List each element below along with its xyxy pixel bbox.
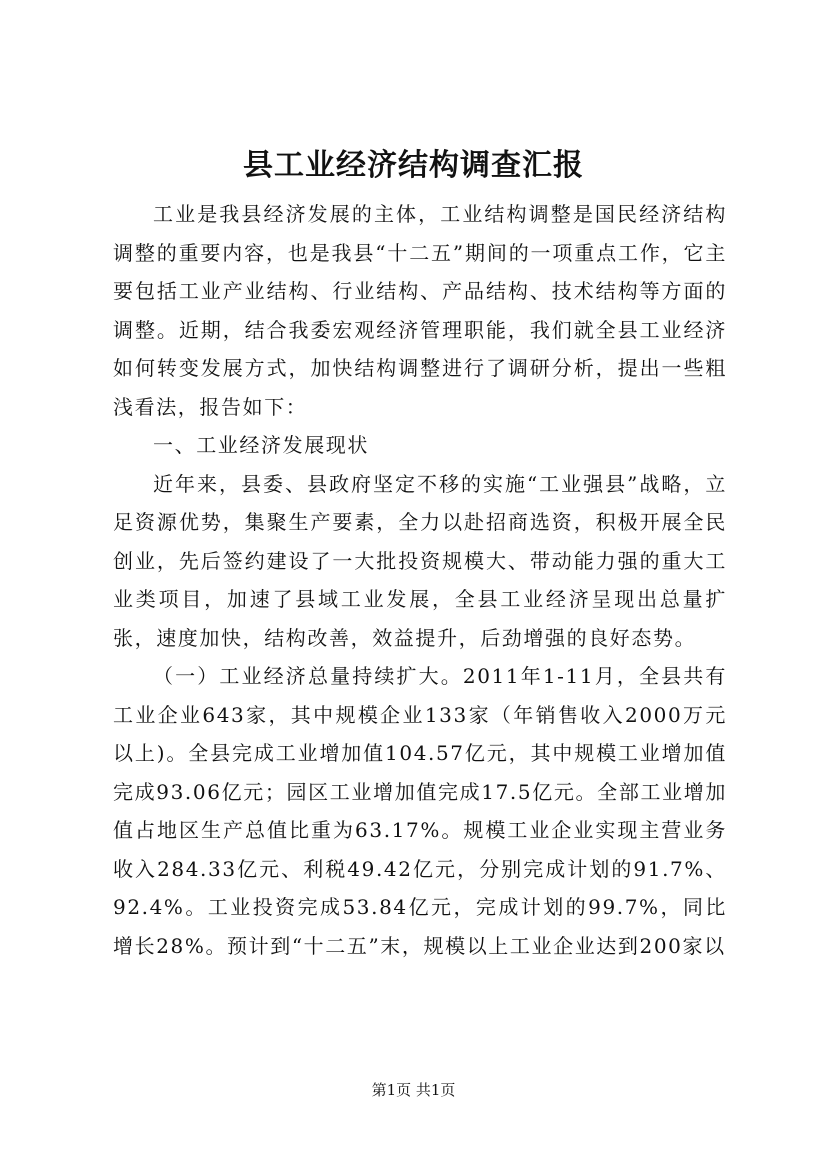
page-number-footer: 第1页 共1页 bbox=[371, 1081, 456, 1099]
paragraph-economic-scale: （一）工业经济总量持续扩大。2011年1-11月，全县共有工业企业643家，其中规模企业133家（年销售收入2000万元以上)。全县完成工业增加值104.57亿元，其中规模工业增加值完成93.06亿元；园区工业增加值完成17.5亿元。全部工业增加值占地区生产总值比重为63.17%。规模工业企业实现主营业务收入284.33亿元、利税49.42亿元，分别完成计划的91.7%、92.4%。工业投资完成53.84亿元，完成计划的99.7%，同比增长28%。预计到“十二五”末，规模以上工业企业达到200家以 bbox=[113, 664, 727, 958]
document-body bbox=[113, 195, 727, 965]
section-heading-current-status: 一、工业经济发展现状 bbox=[153, 433, 369, 457]
document-title: 县工业经济结构调查汇报 bbox=[243, 148, 584, 183]
paragraph-intro: 工业是我县经济发展的主体，工业结构调整是国民经济结构调整的重要内容，也是我县“十二五”期间的一项重点工作，它主要包括工业产业结构、行业结构、产品结构、技术结构等方面的调整。近期，结合我委宏观经济管理职能，我们就全县工业经济如何转变发展方式，加快结构调整进行了调研分析，提出一些粗浅看法，报告如下： bbox=[113, 202, 727, 419]
paragraph-recent-years: 近年来，县委、县政府坚定不移的实施“工业强县”战略，立足资源优势，集聚生产要素，全力以赴招商选资，积极开展全民创业，先后签约建设了一大批投资规模大、带动能力强的重大工业类项目，加速了县域工业发展，全县工业经济呈现出总量扩张，速度加快，结构改善，效益提升，后劲增强的良好态势。 bbox=[113, 471, 727, 650]
